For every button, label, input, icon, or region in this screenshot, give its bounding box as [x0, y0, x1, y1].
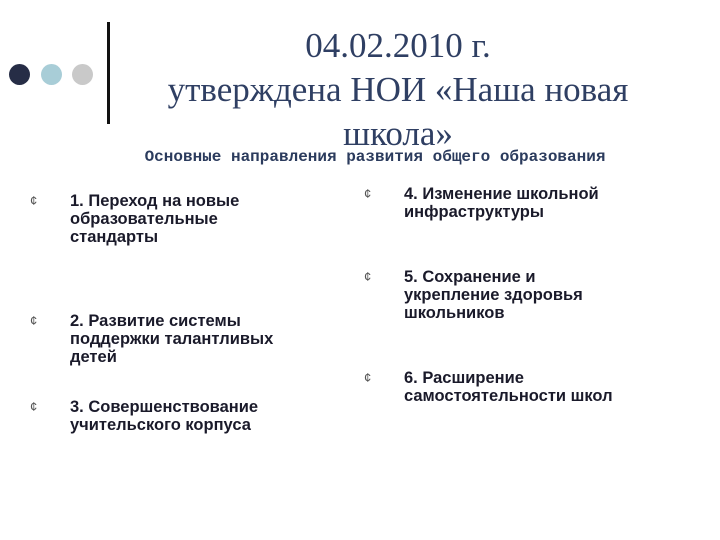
- light-blue-dot-icon: [41, 64, 62, 85]
- dark-dot-icon: [9, 64, 30, 85]
- list-item-3: [30, 398, 345, 434]
- list-item-text: 1. Переход на новые образовательные стандарты: [70, 192, 240, 246]
- title-divider: [107, 22, 110, 124]
- decorative-dots: [0, 64, 100, 86]
- list-item-text: 4. Изменение школьной инфраструктуры: [404, 185, 599, 221]
- list-item-text: 6. Расширение самостоятельности школ: [404, 369, 613, 405]
- bullet-icon: ¢: [364, 370, 372, 385]
- list-item-1: [30, 192, 345, 246]
- title-line-2: утверждена НОИ «Наша новая: [167, 70, 629, 109]
- bullet-icon: ¢: [30, 193, 38, 208]
- list-item-text: 5. Сохранение и укрепление здоровья школьников: [404, 268, 583, 322]
- list-item-6: [364, 369, 704, 405]
- slide-subtitle: Основные направления развития общего образования: [144, 148, 606, 166]
- list-item-2: [30, 312, 345, 366]
- list-item-4: [364, 185, 704, 221]
- bullet-icon: ¢: [30, 399, 38, 414]
- grey-dot-icon: [72, 64, 93, 85]
- list-item-5: [364, 268, 704, 322]
- slide-title: [118, 24, 678, 156]
- bullet-icon: ¢: [364, 269, 372, 284]
- title-line-3: школа»: [343, 114, 453, 153]
- bullet-icon: ¢: [364, 186, 372, 201]
- bullet-icon: ¢: [30, 313, 38, 328]
- list-item-text: 2. Развитие системы поддержки талантливых детей: [70, 312, 274, 366]
- list-item-text: 3. Совершенствование учительского корпуса: [70, 398, 259, 434]
- title-line-1: 04.02.2010 г.: [305, 26, 491, 65]
